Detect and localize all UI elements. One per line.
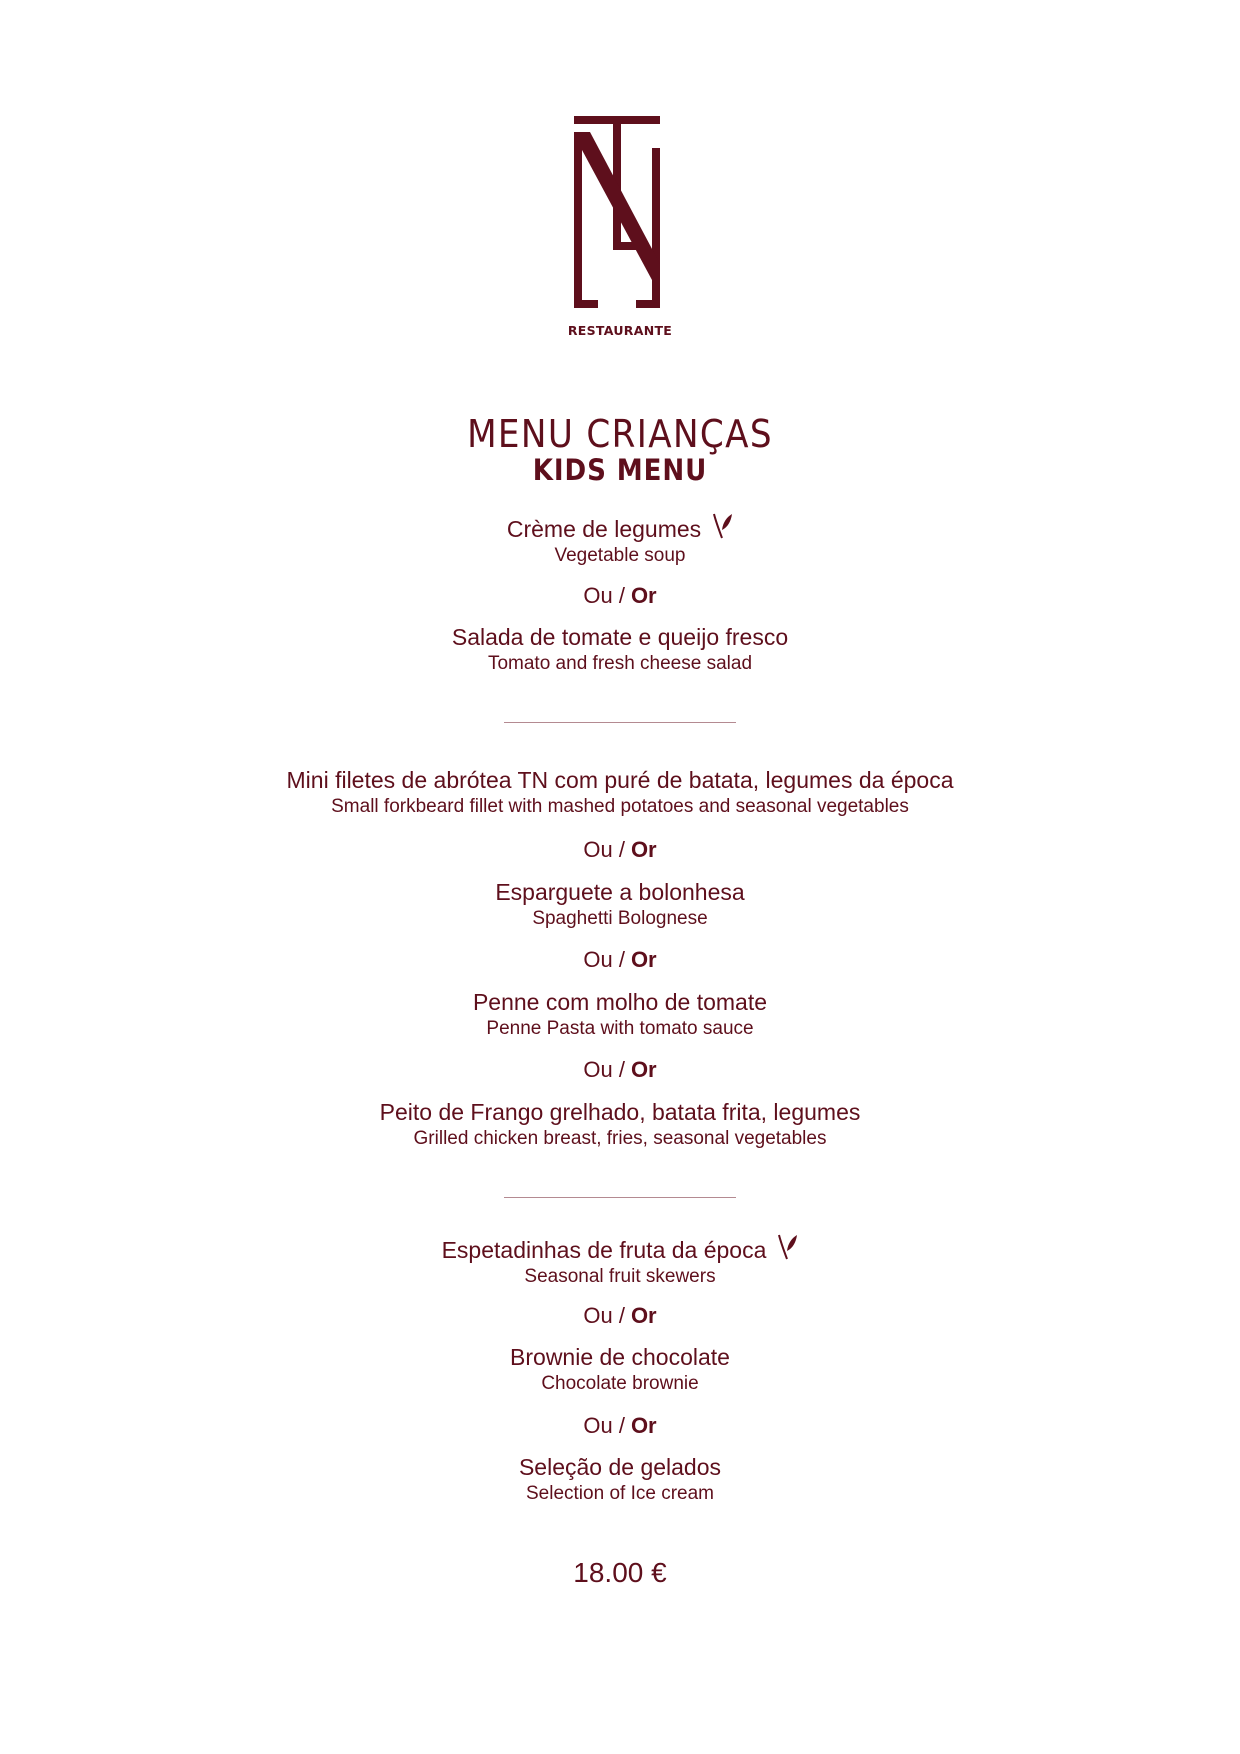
menu-subtitle: KIDS MENU — [532, 453, 708, 487]
section-divider — [504, 722, 736, 723]
dish-name: Peito de Frango grelhado, batata frita, legumes — [379, 1099, 861, 1125]
or-separator: Ou / Or — [583, 1057, 657, 1082]
dish-name: Salada de tomate e queijo fresco — [451, 624, 789, 650]
dish-name: Penne com molho de tomate — [472, 989, 768, 1015]
dish-translation: Small forkbeard fillet with mashed potatoes and seasonal vegetables — [331, 796, 909, 817]
brand-name: RESTAURANTE — [567, 323, 673, 338]
dish-translation: Penne Pasta with tomato sauce — [486, 1018, 754, 1039]
dish-name: Brownie de chocolate — [510, 1344, 730, 1370]
leaf-icon — [776, 1233, 798, 1261]
dish-name: Seleção de gelados — [518, 1454, 722, 1480]
leaf-icon — [711, 512, 733, 540]
dish-translation: Spaghetti Bolognese — [532, 908, 708, 929]
dish-translation: Grilled chicken breast, fries, seasonal vegetables — [413, 1128, 827, 1149]
menu-item — [0, 1343, 1240, 1396]
dish-name: Crème de legumes — [506, 516, 702, 542]
menu-item — [0, 1233, 1240, 1289]
menu-item — [0, 623, 1240, 676]
menu-item — [0, 988, 1240, 1041]
menu-item — [0, 512, 1240, 568]
tn-monogram-logo — [574, 116, 662, 308]
dish-name: Mini filetes de abrótea TN com puré de batata, legumes da época — [286, 767, 954, 793]
or-separator: Ou / Or — [583, 947, 657, 972]
dish-name: Espetadinhas de fruta da época — [441, 1237, 767, 1263]
or-separator: Ou / Or — [583, 837, 657, 862]
or-separator: Ou / Or — [583, 1303, 657, 1328]
section-divider — [504, 1197, 736, 1198]
dish-translation: Chocolate brownie — [541, 1373, 699, 1394]
dish-name: Esparguete a bolonhesa — [495, 879, 745, 905]
or-separator: Ou / Or — [583, 1413, 657, 1438]
menu-item — [0, 1453, 1240, 1506]
menu-item — [0, 1098, 1240, 1151]
menu-title: MENU CRIANÇAS — [467, 412, 773, 456]
menu-item — [0, 766, 1240, 819]
dish-translation: Vegetable soup — [554, 545, 686, 566]
dish-translation: Selection of Ice cream — [526, 1483, 714, 1504]
menu-item — [0, 878, 1240, 931]
menu-price: 18.00 € — [573, 1557, 667, 1588]
or-separator: Ou / Or — [583, 583, 657, 608]
dish-translation: Tomato and fresh cheese salad — [487, 653, 753, 674]
dish-translation: Seasonal fruit skewers — [524, 1266, 716, 1287]
